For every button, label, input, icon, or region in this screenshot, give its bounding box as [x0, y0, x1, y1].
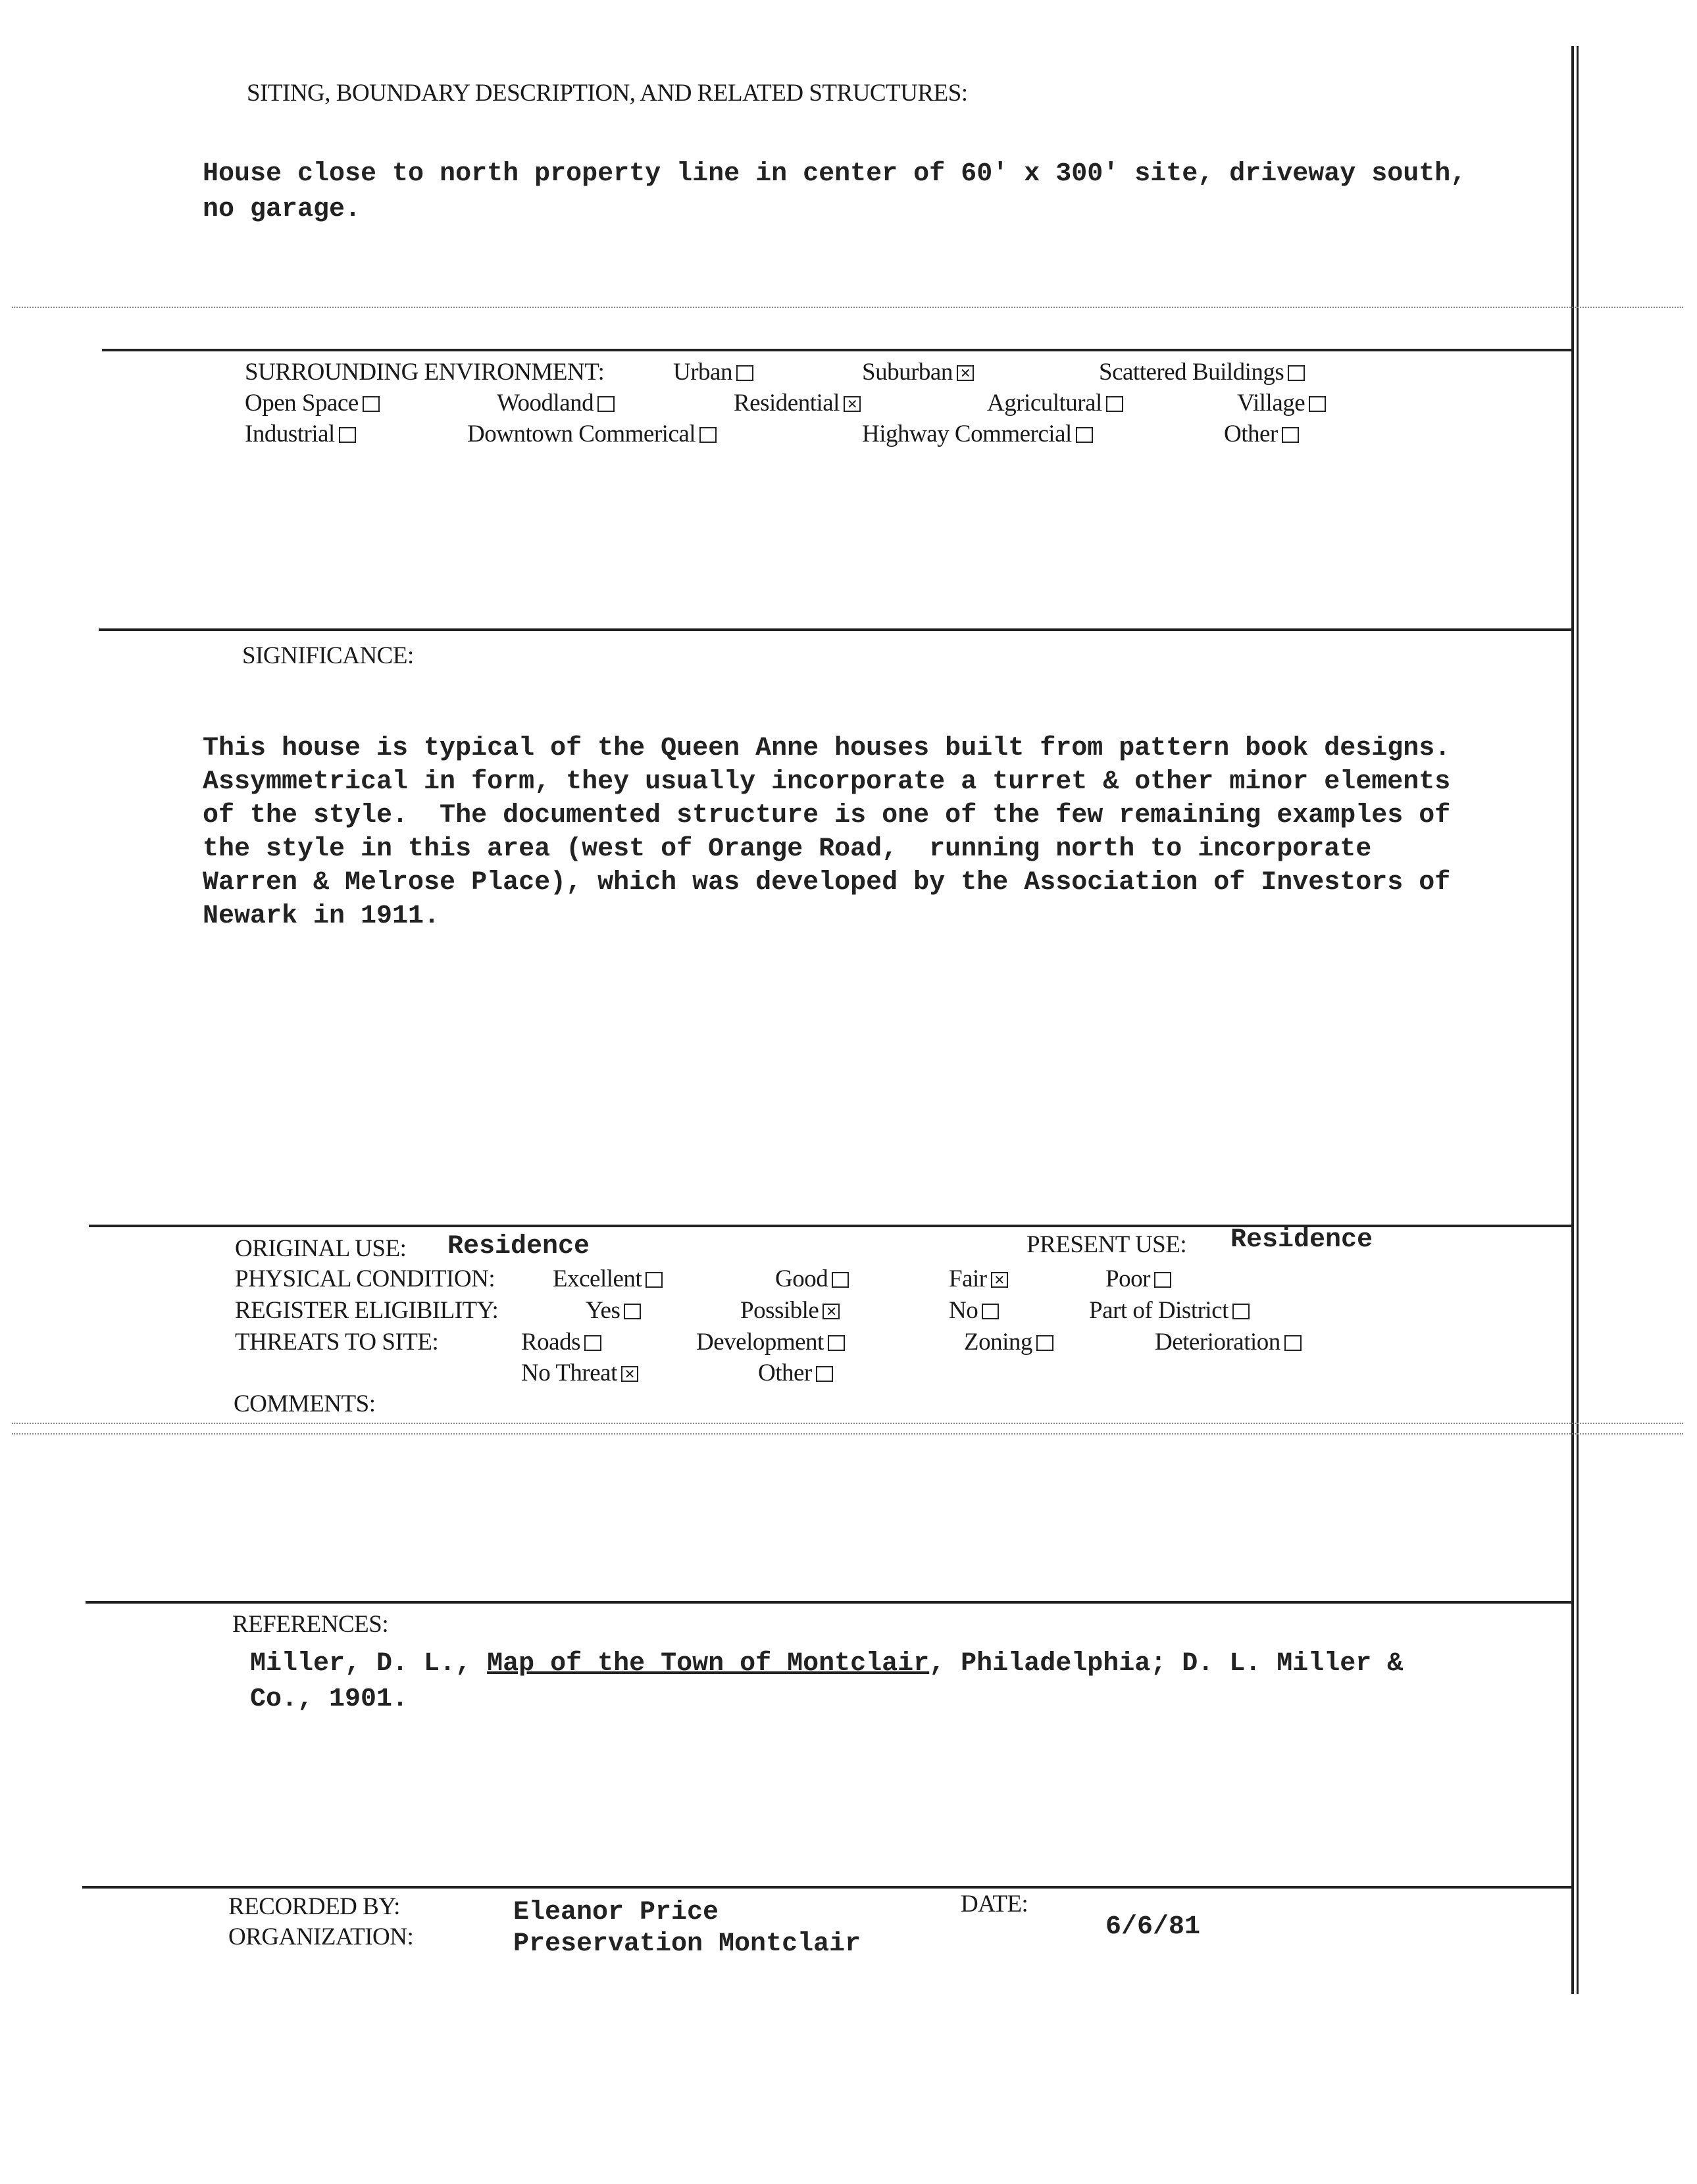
threats-label: THREATS TO SITE:	[235, 1329, 439, 1356]
organization-value: Preservation Montclair	[513, 1929, 861, 1959]
significance-line: This house is typical of the Queen Anne houses built from pattern book designs.	[203, 734, 1451, 763]
organization-label: ORGANIZATION:	[228, 1923, 414, 1950]
condition-poor-option	[1105, 1265, 1171, 1293]
condition-good-option-label: Good	[775, 1265, 828, 1292]
original-use-label: ORIGINAL USE:	[235, 1235, 407, 1262]
threat-other-option	[758, 1359, 833, 1387]
eligibility-no-option	[949, 1296, 999, 1325]
environment-urban-option	[673, 358, 753, 386]
reference-author: Miller, D. L.,	[250, 1649, 488, 1679]
environment-residential-option-label: Residential	[734, 390, 840, 417]
environment-open-space-option-label: Open Space	[245, 390, 359, 417]
threat-roads-option	[521, 1328, 601, 1356]
threat-no-threat-option-label: No Threat	[521, 1359, 617, 1386]
condition-good-checkbox[interactable]	[832, 1272, 849, 1288]
threat-other-checkbox[interactable]	[816, 1366, 833, 1382]
eligibility-possible-checkbox[interactable]	[823, 1304, 840, 1319]
environment-woodland-checkbox[interactable]	[597, 396, 615, 412]
eligibility-part-of-district-checkbox[interactable]	[1232, 1304, 1250, 1319]
environment-urban-option-label: Urban	[673, 359, 732, 386]
references-label: REFERENCES:	[232, 1611, 389, 1638]
environment-open-space-checkbox[interactable]	[363, 396, 380, 412]
section-divider	[102, 349, 1571, 351]
threat-roads-checkbox[interactable]	[584, 1335, 601, 1351]
original-use-value: Residence	[447, 1232, 590, 1261]
significance-label: SIGNIFICANCE:	[242, 642, 414, 669]
environment-other-option	[1224, 420, 1299, 448]
condition-good-option	[775, 1265, 849, 1293]
scan-dotted-line	[12, 1433, 1683, 1435]
threat-roads-option-label: Roads	[521, 1329, 580, 1356]
condition-fair-checkbox[interactable]	[991, 1272, 1008, 1288]
eligibility-yes-checkbox[interactable]	[624, 1304, 641, 1319]
section-divider	[99, 628, 1571, 631]
significance-line: of the style. The documented structure is one of the few remaining examples of	[203, 801, 1451, 830]
threat-zoning-checkbox[interactable]	[1036, 1335, 1053, 1351]
environment-scattered-buildings-option-label: Scattered Buildings	[1099, 359, 1284, 386]
eligibility-no-checkbox[interactable]	[982, 1304, 999, 1319]
threat-zoning-option-label: Zoning	[964, 1329, 1032, 1356]
condition-fair-option-label: Fair	[949, 1265, 987, 1292]
eligibility-no-option-label: No	[949, 1297, 978, 1324]
environment-highway-commercial-option	[862, 420, 1093, 448]
environment-urban-checkbox[interactable]	[736, 365, 753, 381]
environment-agricultural-option	[987, 389, 1123, 417]
physical-condition-label: PHYSICAL CONDITION:	[235, 1265, 495, 1292]
condition-excellent-option-label: Excellent	[553, 1265, 642, 1292]
condition-fair-option	[949, 1265, 1008, 1293]
environment-residential-checkbox[interactable]	[844, 396, 861, 412]
siting-line: no garage.	[203, 195, 361, 224]
recorded-by-label: RECORDED BY:	[228, 1893, 400, 1920]
reference-line	[250, 1649, 1403, 1679]
environment-scattered-buildings-option	[1099, 358, 1305, 386]
environment-open-space-option	[245, 389, 380, 417]
environment-other-option-label: Other	[1224, 420, 1278, 447]
condition-excellent-option	[553, 1265, 663, 1293]
environment-village-option	[1237, 389, 1326, 417]
significance-text	[203, 732, 1450, 933]
right-border-inner	[1577, 46, 1579, 1994]
right-border-outer	[1571, 46, 1574, 1994]
comments-label: COMMENTS:	[234, 1390, 376, 1417]
environment-village-checkbox[interactable]	[1309, 396, 1326, 412]
environment-downtown-commerical-option	[467, 420, 717, 448]
environment-downtown-commerical-option-label: Downtown Commerical	[467, 420, 696, 447]
environment-woodland-option	[497, 389, 615, 417]
reference-publisher: , Philadelphia; D. L. Miller &	[929, 1649, 1404, 1679]
threat-deterioration-option	[1155, 1328, 1302, 1356]
threat-development-checkbox[interactable]	[828, 1335, 845, 1351]
threat-development-option	[696, 1328, 845, 1356]
environment-industrial-checkbox[interactable]	[339, 427, 356, 443]
environment-agricultural-checkbox[interactable]	[1106, 396, 1123, 412]
scan-dotted-line	[12, 1423, 1683, 1424]
significance-line: Newark in 1911.	[203, 902, 440, 931]
environment-scattered-buildings-checkbox[interactable]	[1288, 365, 1305, 381]
surrounding-environment-label: SURROUNDING ENVIRONMENT:	[245, 359, 605, 386]
section-divider	[86, 1601, 1571, 1604]
condition-excellent-checkbox[interactable]	[646, 1272, 663, 1288]
environment-suburban-checkbox[interactable]	[957, 365, 974, 381]
threat-deterioration-option-label: Deterioration	[1155, 1329, 1280, 1356]
eligibility-possible-option	[740, 1296, 840, 1325]
siting-line: House close to north property line in center of 60' x 300' site, driveway south,	[203, 159, 1467, 189]
eligibility-part-of-district-option	[1089, 1296, 1250, 1325]
section-divider	[82, 1886, 1571, 1889]
environment-suburban-option	[862, 358, 974, 386]
register-eligibility-label: REGISTER ELIGIBILITY:	[235, 1297, 499, 1324]
environment-industrial-option	[245, 420, 356, 448]
date-value: 6/6/81	[1105, 1912, 1201, 1942]
environment-industrial-option-label: Industrial	[245, 420, 335, 447]
eligibility-yes-option-label: Yes	[586, 1297, 621, 1324]
threat-no-threat-option	[521, 1359, 638, 1387]
environment-downtown-commerical-checkbox[interactable]	[699, 427, 717, 443]
environment-other-checkbox[interactable]	[1282, 427, 1299, 443]
condition-poor-option-label: Poor	[1105, 1265, 1150, 1292]
eligibility-possible-option-label: Possible	[740, 1297, 819, 1324]
eligibility-part-of-district-option-label: Part of District	[1089, 1297, 1228, 1324]
environment-highway-commercial-checkbox[interactable]	[1076, 427, 1093, 443]
environment-highway-commercial-option-label: Highway Commercial	[862, 420, 1072, 447]
significance-line: Assymmetrical in form, they usually incorporate a turret & other minor elements	[203, 767, 1451, 797]
threat-other-option-label: Other	[758, 1359, 812, 1386]
siting-label: SITING, BOUNDARY DESCRIPTION, AND RELATED STRUCTURES:	[247, 80, 968, 107]
reference-line: Co., 1901.	[250, 1685, 409, 1714]
threat-development-option-label: Development	[696, 1329, 824, 1356]
eligibility-yes-option	[586, 1296, 641, 1325]
significance-line: Warren & Melrose Place), which was developed by the Association of Investors of	[203, 868, 1451, 898]
significance-line: the style in this area (west of Orange Road, running north to incorporate	[203, 834, 1372, 864]
environment-suburban-option-label: Suburban	[862, 359, 953, 386]
reference-title: Map of the Town of Montclair	[487, 1649, 930, 1679]
threat-zoning-option	[964, 1328, 1053, 1356]
scan-dotted-line	[12, 307, 1683, 308]
present-use-value: Residence	[1230, 1225, 1373, 1255]
environment-woodland-option-label: Woodland	[497, 390, 594, 417]
threat-no-threat-checkbox[interactable]	[621, 1366, 638, 1382]
threat-deterioration-checkbox[interactable]	[1284, 1335, 1302, 1351]
date-label: DATE:	[961, 1891, 1028, 1917]
condition-poor-checkbox[interactable]	[1154, 1272, 1171, 1288]
present-use-label: PRESENT USE:	[1026, 1231, 1187, 1258]
environment-residential-option	[734, 389, 861, 417]
environment-agricultural-option-label: Agricultural	[987, 390, 1102, 417]
recorded-by-value: Eleanor Price	[513, 1898, 719, 1927]
environment-village-option-label: Village	[1237, 390, 1305, 417]
